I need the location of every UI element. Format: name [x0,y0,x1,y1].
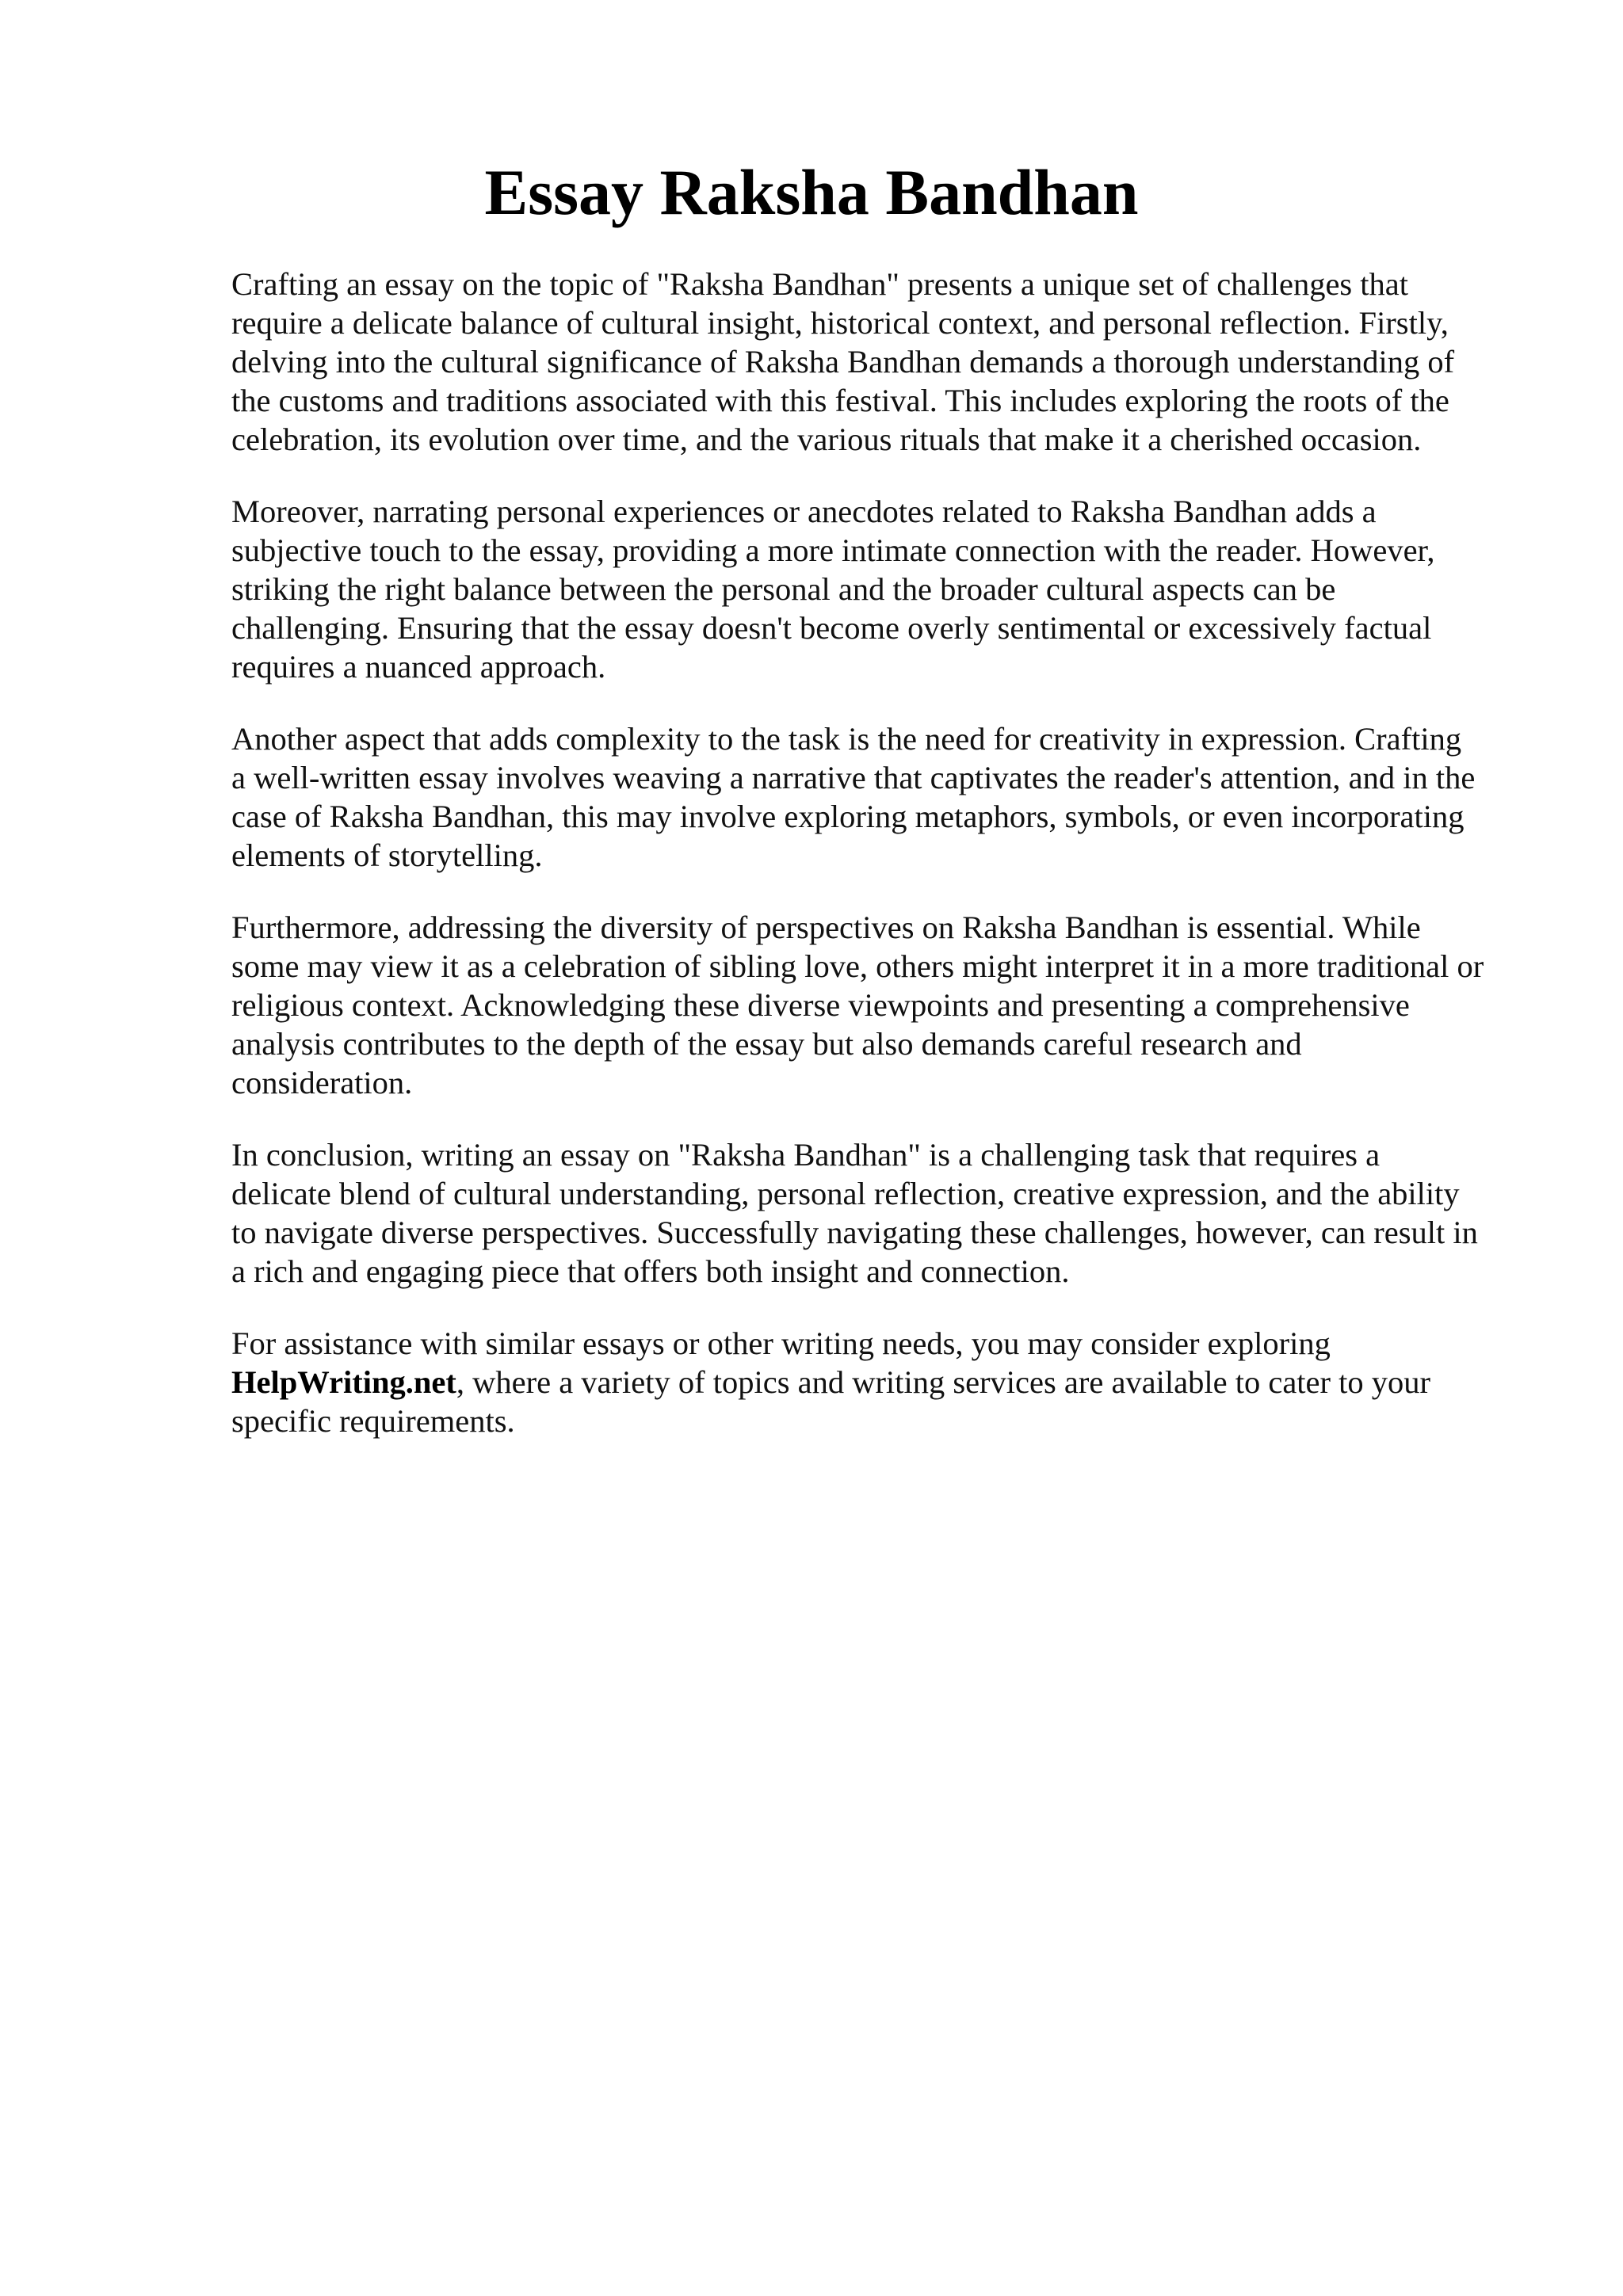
closing-paragraph [231,1324,1525,1440]
paragraph-3 [231,719,1525,875]
paragraph-4 [231,908,1525,1102]
text-line: striking the right balance between the personal and the broader cultural aspects can be [231,571,1336,607]
text-line: subjective touch to the essay, providing a more intimate connection with the reader. However, [231,532,1435,568]
text-line: to navigate diverse perspectives. Successfully navigating these challenges, however, can result in [231,1215,1478,1250]
closing-text: , where a variety of topics and writing services are available to cater to your [456,1364,1431,1400]
text-line: elements of storytelling. [231,837,543,873]
text-line: requires a nuanced approach. [231,649,606,685]
text-line: specific requirements. [231,1403,515,1439]
text-line: celebration, its evolution over time, and the various rituals that make it a cherished occasion. [231,421,1422,457]
text-line: Another aspect that adds complexity to the task is the need for creativity in expression. Crafting [231,721,1462,757]
text-line: delving into the cultural significance of Raksha Bandhan demands a thorough understanding of [231,344,1455,379]
essay-body [231,265,1525,1474]
text-line: Furthermore, addressing the diversity of perspectives on Raksha Bandhan is essential. While [231,910,1421,945]
text-line: analysis contributes to the depth of the essay but also demands careful research and [231,1026,1302,1062]
text-line: case of Raksha Bandhan, this may involve exploring metaphors, symbols, or even incorporating [231,799,1465,834]
text-line: delicate blend of cultural understanding, personal reflection, creative expression, and the ability [231,1176,1460,1211]
text-line: Moreover, narrating personal experiences or anecdotes related to Raksha Bandhan adds a [231,494,1377,529]
text-line: Crafting an essay on the topic of "Raksha Bandhan" presents a unique set of challenges that [231,266,1409,302]
text-line: For assistance with similar essays or other writing needs, you may consider exploring [231,1325,1331,1361]
text-line [231,1363,1525,1402]
text-line: religious context. Acknowledging these diverse viewpoints and presenting a comprehensive [231,987,1410,1023]
text-line: consideration. [231,1065,413,1100]
paragraph-5 [231,1135,1525,1291]
page-title: Essay Raksha Bandhan [484,156,1139,228]
text-line: require a delicate balance of cultural insight, historical context, and personal reflection. Firstly, [231,305,1449,341]
paragraph-1 [231,265,1525,459]
text-line: a rich and engaging piece that offers both insight and connection. [231,1253,1070,1289]
text-line: the customs and traditions associated with this festival. This includes exploring the roots of the [231,383,1449,418]
text-line: some may view it as a celebration of sibling love, others might interpret it in a more traditional or [231,948,1484,984]
text-line: In conclusion, writing an essay on "Raksha Bandhan" is a challenging task that requires a [231,1137,1381,1173]
paragraph-2 [231,492,1525,686]
brand-link[interactable]: HelpWriting.net [231,1364,456,1400]
text-line: challenging. Ensuring that the essay doesn't become overly sentimental or excessively factual [231,610,1432,646]
text-line: a well-written essay involves weaving a narrative that captivates the reader's attention, and in the [231,760,1476,795]
